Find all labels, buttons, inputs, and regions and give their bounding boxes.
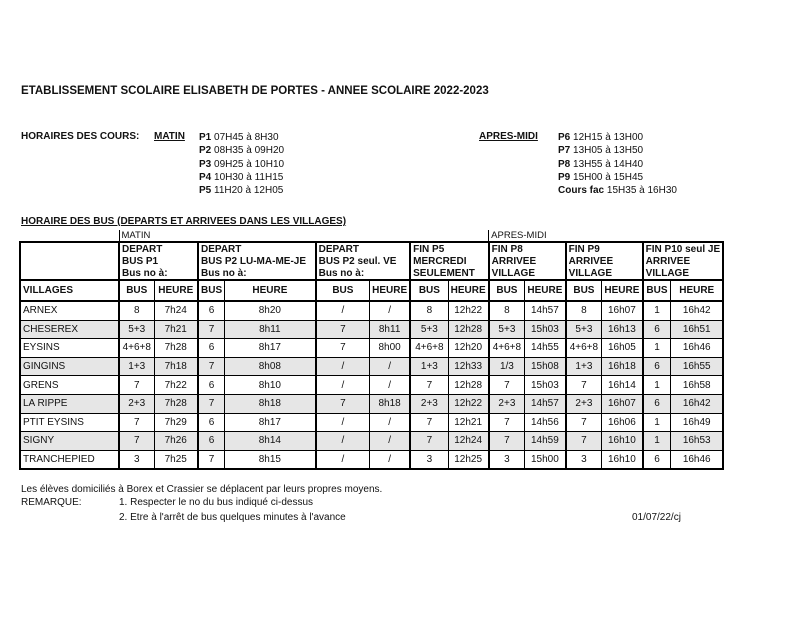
horaires-label: HORAIRES DES COURS: xyxy=(21,131,140,142)
period-time: 13H05 à 13H50 xyxy=(573,145,644,157)
group-header-1: Bus no à: xyxy=(119,267,198,280)
bus-number: / xyxy=(316,413,370,432)
bus-number: 7 xyxy=(410,432,448,451)
bus-number: 8 xyxy=(489,301,525,320)
bus-time: 16h58 xyxy=(671,376,723,395)
bus-time: 8h11 xyxy=(370,320,411,339)
bus-time: 7h26 xyxy=(154,432,198,451)
bus-number: 5+3 xyxy=(410,320,448,339)
bus-number: 2+3 xyxy=(566,394,602,413)
group-header-row xyxy=(20,267,723,280)
bus-number: 8 xyxy=(566,301,602,320)
reference-code: 01/07/22/cj xyxy=(632,512,681,523)
group-header-5: FIN P8 xyxy=(489,242,566,255)
bus-time: 8h18 xyxy=(370,394,411,413)
bus-time: 12h28 xyxy=(448,376,489,395)
village-name: PTIT EYSINS xyxy=(20,413,119,432)
bus-number: 2+3 xyxy=(410,394,448,413)
bus-time: 16h46 xyxy=(671,450,723,469)
table-row xyxy=(20,413,723,432)
bus-time: 8h11 xyxy=(225,320,316,339)
bus-time: 7h28 xyxy=(154,339,198,358)
bus-number: 2+3 xyxy=(489,394,525,413)
bus-number: 4+6+8 xyxy=(410,339,448,358)
group-header-row xyxy=(20,242,723,255)
bus-time: 7h29 xyxy=(154,413,198,432)
session-row xyxy=(20,230,723,242)
bus-time: 16h49 xyxy=(671,413,723,432)
bus-time: 16h14 xyxy=(602,376,643,395)
bus-number: 7 xyxy=(489,376,525,395)
bus-number: 7 xyxy=(410,413,448,432)
matin-period-3 xyxy=(199,158,284,171)
bus-time: / xyxy=(370,376,411,395)
matin-period-5 xyxy=(199,184,283,197)
group-header-2: DEPART xyxy=(198,242,316,255)
bus-time: 8h17 xyxy=(225,339,316,358)
bus-time: 12h20 xyxy=(448,339,489,358)
bus-time: 7h21 xyxy=(154,320,198,339)
remarque-label: REMARQUE: xyxy=(21,497,82,508)
matin-label: MATIN xyxy=(154,131,185,142)
bus-time: 16h13 xyxy=(602,320,643,339)
col-heure: HEURE xyxy=(602,280,643,301)
bus-number: 7 xyxy=(119,413,154,432)
bus-time: 16h07 xyxy=(602,301,643,320)
table-row xyxy=(20,376,723,395)
apres-period-1 xyxy=(558,131,643,144)
bus-time: 14h57 xyxy=(525,301,566,320)
bus-number: 1 xyxy=(643,376,671,395)
table-row xyxy=(20,450,723,469)
table-row xyxy=(20,301,723,320)
bus-number: 6 xyxy=(198,432,225,451)
col-heure: HEURE xyxy=(154,280,198,301)
bus-number: 7 xyxy=(198,320,225,339)
bus-time: 12h22 xyxy=(448,301,489,320)
bus-schedule-table xyxy=(19,230,724,470)
bus-number: 3 xyxy=(410,450,448,469)
group-header-4: FIN P5 xyxy=(410,242,489,255)
bus-number: / xyxy=(316,450,370,469)
group-header-1: DEPART xyxy=(119,242,198,255)
bus-time: 14h59 xyxy=(525,432,566,451)
bus-time: 14h55 xyxy=(525,339,566,358)
session-matin: MATIN xyxy=(119,230,489,242)
bus-number: 1/3 xyxy=(489,357,525,376)
bus-time: 16h53 xyxy=(671,432,723,451)
bus-number: 7 xyxy=(489,432,525,451)
period-code: P5 xyxy=(199,185,212,197)
group-header-1: BUS P1 xyxy=(119,255,198,267)
period-code: Cours fac xyxy=(558,185,605,197)
col-bus: BUS xyxy=(643,280,671,301)
bus-time: 16h10 xyxy=(602,432,643,451)
bus-number: 6 xyxy=(198,413,225,432)
bus-number: 5+3 xyxy=(566,320,602,339)
group-header-row xyxy=(20,255,723,267)
session-apres-midi: APRES-MIDI xyxy=(489,230,723,242)
col-heure: HEURE xyxy=(370,280,411,301)
period-time: 15H35 à 16H30 xyxy=(606,185,677,197)
bus-time: 16h46 xyxy=(671,339,723,358)
bus-number: 7 xyxy=(316,339,370,358)
remarque-2: 2. Etre à l'arrêt de bus quelques minutes à l'avance xyxy=(119,512,346,523)
bus-time: 7h24 xyxy=(154,301,198,320)
bus-number: 7 xyxy=(119,376,154,395)
matin-period-4 xyxy=(199,171,283,184)
period-code: P1 xyxy=(199,132,212,143)
apres-midi-label: APRES-MIDI xyxy=(479,131,538,142)
bus-time: 7h25 xyxy=(154,450,198,469)
village-name: LA RIPPE xyxy=(20,394,119,413)
bus-time: 12h25 xyxy=(448,450,489,469)
period-code: P4 xyxy=(199,171,212,183)
period-code: P7 xyxy=(558,145,571,157)
table-row xyxy=(20,432,723,451)
bus-time: 16h42 xyxy=(671,301,723,320)
period-time: 09H25 à 10H10 xyxy=(214,158,285,170)
bus-number: 7 xyxy=(316,320,370,339)
apres-period-2 xyxy=(558,144,643,157)
bus-time: 7h18 xyxy=(154,357,198,376)
bus-time: 12h28 xyxy=(448,320,489,339)
bus-heading: HORAIRE DES BUS (DEPARTS ET ARRIVEES DANS LES VILLAGES) xyxy=(21,216,347,227)
footer-note: Les élèves domiciliés à Borex et Crassier se déplacent par leurs propres moyens. xyxy=(21,484,383,495)
bus-time: 16h06 xyxy=(602,413,643,432)
bus-time: / xyxy=(370,301,411,320)
bus-time: 14h57 xyxy=(525,394,566,413)
bus-time: 16h10 xyxy=(602,450,643,469)
bus-time: 8h00 xyxy=(370,339,411,358)
col-bus: BUS xyxy=(566,280,602,301)
bus-number: 4+6+8 xyxy=(119,339,154,358)
bus-time: 7h28 xyxy=(154,394,198,413)
col-bus: BUS xyxy=(198,280,225,301)
bus-number: 7 xyxy=(566,413,602,432)
group-header-5: ARRIVEE xyxy=(489,255,566,267)
bus-number: 1 xyxy=(643,432,671,451)
bus-time: 15h03 xyxy=(525,376,566,395)
period-code: P6 xyxy=(558,132,571,143)
bus-number: 4+6+8 xyxy=(489,339,525,358)
bus-number: 8 xyxy=(410,301,448,320)
village-name: TRANCHEPIED xyxy=(20,450,119,469)
apres-period-5 xyxy=(558,184,677,197)
bus-number: / xyxy=(316,301,370,320)
bus-number: / xyxy=(316,357,370,376)
bus-number: 8 xyxy=(119,301,154,320)
col-bus: BUS xyxy=(410,280,448,301)
bus-number: 5+3 xyxy=(119,320,154,339)
apres-period-4 xyxy=(558,171,643,184)
village-name: EYSINS xyxy=(20,339,119,358)
bus-number: 1+3 xyxy=(566,357,602,376)
period-time: 12H15 à 13H00 xyxy=(573,132,644,143)
bus-number: 1+3 xyxy=(410,357,448,376)
bus-number: 7 xyxy=(566,432,602,451)
bus-time: 8h17 xyxy=(225,413,316,432)
group-header-6: ARRIVEE xyxy=(566,255,643,267)
period-time: 11H20 à 12H05 xyxy=(214,185,284,197)
bus-number: 6 xyxy=(198,339,225,358)
bus-time: 16h18 xyxy=(602,357,643,376)
group-header-4: MERCREDI xyxy=(410,255,489,267)
bus-time: 8h18 xyxy=(225,394,316,413)
bus-time: / xyxy=(370,357,411,376)
bus-number: 4+6+8 xyxy=(566,339,602,358)
period-code: P2 xyxy=(199,145,212,157)
bus-number: 7 xyxy=(489,413,525,432)
period-code: P3 xyxy=(199,158,212,170)
col-bus: BUS xyxy=(119,280,154,301)
apres-period-3 xyxy=(558,158,643,171)
bus-number: 6 xyxy=(198,376,225,395)
bus-time: 12h24 xyxy=(448,432,489,451)
column-header-row xyxy=(20,280,723,301)
bus-number: 7 xyxy=(410,376,448,395)
group-header-2: BUS P2 LU-MA-ME-JE xyxy=(198,255,316,267)
period-time: 13H55 à 14H40 xyxy=(573,158,644,170)
bus-time: 16h42 xyxy=(671,394,723,413)
group-header-6: VILLAGE xyxy=(566,267,643,280)
group-header-3: Bus no à: xyxy=(316,267,411,280)
bus-time: 15h00 xyxy=(525,450,566,469)
bus-number: 1 xyxy=(643,301,671,320)
group-header-7: ARRIVEE xyxy=(643,255,723,267)
bus-time: / xyxy=(370,432,411,451)
bus-number: 7 xyxy=(316,394,370,413)
bus-number: 6 xyxy=(643,450,671,469)
bus-number: 1+3 xyxy=(119,357,154,376)
bus-number: 7 xyxy=(566,376,602,395)
col-heure: HEURE xyxy=(671,280,723,301)
bus-time: 12h21 xyxy=(448,413,489,432)
col-bus: BUS xyxy=(489,280,525,301)
table-row xyxy=(20,320,723,339)
group-header-3: DEPART xyxy=(316,242,411,255)
bus-number: 5+3 xyxy=(489,320,525,339)
document-title: ETABLISSEMENT SCOLAIRE ELISABETH DE PORTES - ANNEE SCOLAIRE 2022-2023 xyxy=(21,85,489,97)
village-name: SIGNY xyxy=(20,432,119,451)
period-time: 10H30 à 11H15 xyxy=(214,171,284,183)
bus-time: 16h05 xyxy=(602,339,643,358)
bus-time: 16h55 xyxy=(671,357,723,376)
remarque-1: 1. Respecter le no du bus indiqué ci-dessus xyxy=(119,497,314,508)
table-row xyxy=(20,339,723,358)
bus-number: 6 xyxy=(643,357,671,376)
village-name: ARNEX xyxy=(20,301,119,320)
bus-number: 3 xyxy=(566,450,602,469)
col-heure: HEURE xyxy=(225,280,316,301)
period-code: P8 xyxy=(558,158,571,170)
village-name: GINGINS xyxy=(20,357,119,376)
col-heure: HEURE xyxy=(448,280,489,301)
col-bus: BUS xyxy=(316,280,370,301)
bus-time: / xyxy=(370,413,411,432)
bus-number: / xyxy=(316,432,370,451)
group-header-7: FIN P10 seul JE xyxy=(643,242,723,255)
bus-time: 12h33 xyxy=(448,357,489,376)
period-time: 08H35 à 09H20 xyxy=(214,145,285,157)
bus-number: 6 xyxy=(643,320,671,339)
group-header-2: Bus no à: xyxy=(198,267,316,280)
bus-time: 16h51 xyxy=(671,320,723,339)
bus-number: 3 xyxy=(489,450,525,469)
bus-time: / xyxy=(370,450,411,469)
bus-time: 15h08 xyxy=(525,357,566,376)
bus-time: 8h15 xyxy=(225,450,316,469)
bus-time: 8h14 xyxy=(225,432,316,451)
bus-time: 8h10 xyxy=(225,376,316,395)
period-time: 15H00 à 15H45 xyxy=(573,171,644,183)
bus-number: 6 xyxy=(198,301,225,320)
matin-period-2 xyxy=(199,144,284,157)
bus-number: 7 xyxy=(198,450,225,469)
bus-time: 8h20 xyxy=(225,301,316,320)
period-time: 07H45 à 8H30 xyxy=(214,132,279,143)
bus-number: 7 xyxy=(198,394,225,413)
bus-number: 2+3 xyxy=(119,394,154,413)
bus-number: 1 xyxy=(643,339,671,358)
bus-time: 12h22 xyxy=(448,394,489,413)
col-heure: HEURE xyxy=(525,280,566,301)
bus-number: 6 xyxy=(643,394,671,413)
bus-number: 3 xyxy=(119,450,154,469)
table-row xyxy=(20,394,723,413)
bus-time: 7h22 xyxy=(154,376,198,395)
group-header-7: VILLAGE xyxy=(643,267,723,280)
bus-time: 14h56 xyxy=(525,413,566,432)
matin-period-1 xyxy=(199,131,279,144)
group-header-4: SEULEMENT xyxy=(410,267,489,280)
bus-number: 7 xyxy=(119,432,154,451)
village-name: CHESEREX xyxy=(20,320,119,339)
bus-number: / xyxy=(316,376,370,395)
table-row xyxy=(20,357,723,376)
group-header-6: FIN P9 xyxy=(566,242,643,255)
village-name: GRENS xyxy=(20,376,119,395)
col-villages: VILLAGES xyxy=(20,280,119,301)
period-code: P9 xyxy=(558,171,571,183)
bus-time: 8h08 xyxy=(225,357,316,376)
group-header-5: VILLAGE xyxy=(489,267,566,280)
bus-number: 1 xyxy=(643,413,671,432)
bus-number: 7 xyxy=(198,357,225,376)
bus-time: 15h03 xyxy=(525,320,566,339)
bus-time: 16h07 xyxy=(602,394,643,413)
group-header-3: BUS P2 seul. VE xyxy=(316,255,411,267)
